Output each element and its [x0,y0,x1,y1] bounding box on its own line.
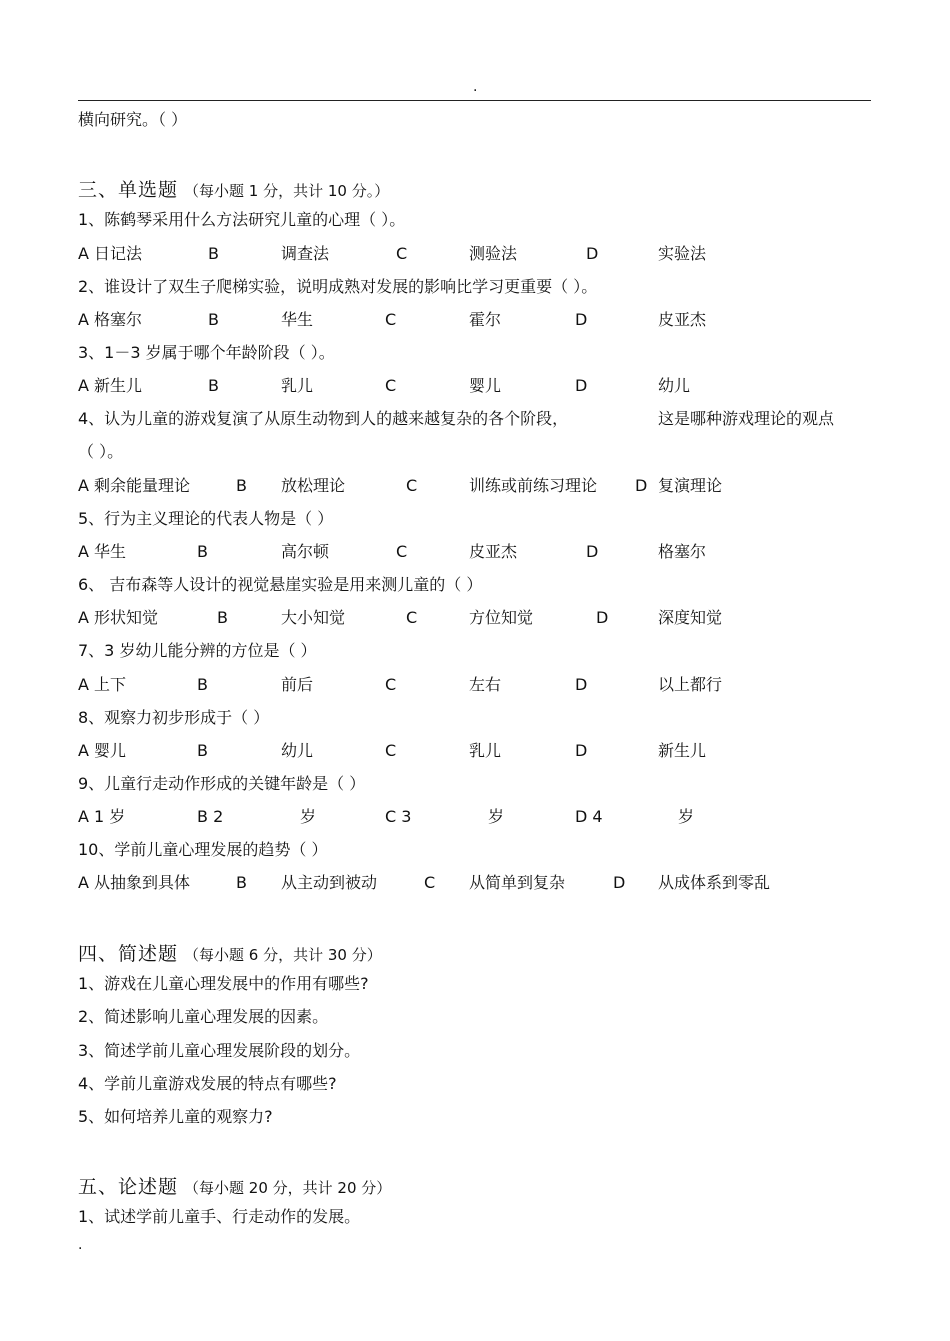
option: 幼儿 [281,741,314,760]
question-4: 4、认为儿童的游戏复演了从原生动物到人的越来越复杂的各个阶段， [78,409,569,428]
option: 实验法 [658,244,707,263]
option: A 新生儿 [78,376,143,395]
option: 从成体系到零乱 [658,873,771,892]
header-rule [78,100,871,101]
options-2 [78,310,878,330]
option: 放松理论 [281,476,346,495]
options-5 [78,542,878,562]
option: B [236,476,247,495]
intro-line: 横向研究。（ ） [78,110,188,129]
option: B [236,873,247,892]
question-7: 7、3 岁幼儿能分辨的方位是（ ） [78,641,317,660]
option: 岁 [678,807,695,826]
option: B [197,741,208,760]
section-3-heading [78,175,389,202]
option: B [208,310,219,329]
option: 华生 [281,310,314,329]
question-10: 10、学前儿童心理发展的趋势（ ） [78,840,328,859]
option: C [396,244,408,263]
option: A 日记法 [78,244,143,263]
options-4 [78,476,878,496]
question-6: 6、 吉布森等人设计的视觉悬崖实验是用来测儿童的（ ） [78,575,483,594]
question-4-continued: 这是哪种游戏理论的观点 [658,409,835,428]
option: 深度知觉 [658,608,723,627]
option: C [385,675,397,694]
option: D [596,608,609,627]
section-5-title: 五、论述题 [78,1176,179,1198]
options-10 [78,873,878,893]
option: B 2 [197,807,224,826]
option: D [635,476,648,495]
section-4-note: （每小题 6 分，共计 30 分） [184,946,382,964]
option: 岁 [488,807,505,826]
options-8 [78,741,878,761]
option: C [406,476,418,495]
short-question-1: 1、游戏在儿童心理发展中的作用有哪些? [78,974,369,993]
option: 训练或前练习理论 [469,476,598,495]
option: 格塞尔 [658,542,707,561]
option: D [586,542,599,561]
option: 前后 [281,675,314,694]
section-4-title: 四、简述题 [78,943,179,965]
option: D [575,675,588,694]
option: 新生儿 [658,741,707,760]
option: 以上都行 [658,675,723,694]
option: D 4 [575,807,603,826]
option: A 婴儿 [78,741,127,760]
option: 岁 [300,807,317,826]
option: B [208,376,219,395]
option: D [575,376,588,395]
section-3-note: （每小题 1 分，共计 10 分。） [184,182,390,200]
option: C [385,376,397,395]
question-8: 8、观察力初步形成于（ ） [78,708,270,727]
options-9 [78,807,878,827]
option: 霍尔 [469,310,502,329]
option: 乳儿 [281,376,314,395]
option: A 形状知觉 [78,608,159,627]
section-4-heading [78,939,382,966]
option: D [613,873,626,892]
question-1: 1、陈鹤琴采用什么方法研究儿童的心理（ ）。 [78,210,406,229]
question-5: 5、行为主义理论的代表人物是（ ） [78,509,334,528]
options-3 [78,376,878,396]
option: B [197,542,208,561]
question-3: 3、1－3 岁属于哪个年龄阶段（ ）。 [78,343,335,362]
short-question-2: 2、简述影响儿童心理发展的因素。 [78,1007,329,1026]
option: C [385,741,397,760]
option: 幼儿 [658,376,691,395]
option: A 上下 [78,675,127,694]
short-question-4: 4、学前儿童游戏发展的特点有哪些? [78,1074,337,1093]
option: 从简单到复杂 [469,873,566,892]
short-question-3: 3、简述学前儿童心理发展阶段的划分。 [78,1041,361,1060]
option: B [217,608,228,627]
option: B [208,244,219,263]
option: 婴儿 [469,376,502,395]
option: 左右 [469,675,502,694]
option: 调查法 [281,244,330,263]
options-1 [78,244,878,264]
option: D [586,244,599,263]
short-question-5: 5、如何培养儿童的观察力? [78,1107,273,1126]
option: 复演理论 [658,476,723,495]
option: A 剩余能量理论 [78,476,191,495]
option: 皮亚杰 [658,310,707,329]
option: 乳儿 [469,741,502,760]
question-9: 9、儿童行走动作形成的关键年龄是（ ） [78,774,366,793]
option: D [575,741,588,760]
option: A 华生 [78,542,127,561]
options-6 [78,608,878,628]
header-dot: . [473,79,478,95]
option: A 1 岁 [78,807,126,826]
section-5-heading [78,1172,391,1199]
option: 大小知觉 [281,608,346,627]
option: C [424,873,436,892]
option: B [197,675,208,694]
question-4-blank: （ ）。 [78,442,124,461]
option: 皮亚杰 [469,542,518,561]
footer-dot: . [78,1237,83,1253]
option: C [406,608,418,627]
option: 方位知觉 [469,608,534,627]
section-5-note: （每小题 20 分，共计 20 分） [184,1179,392,1197]
section-3-title: 三、单选题 [78,179,179,201]
option: C 3 [385,807,412,826]
question-2: 2、谁设计了双生子爬梯实验，说明成熟对发展的影响比学习更重要（ ）。 [78,277,598,296]
option: D [575,310,588,329]
option: 从主动到被动 [281,873,378,892]
option: A 从抽象到具体 [78,873,191,892]
option: C [385,310,397,329]
options-7 [78,675,878,695]
option: C [396,542,408,561]
essay-question-1: 1、试述学前儿童手、行走动作的发展。 [78,1207,361,1226]
option: A 格塞尔 [78,310,143,329]
option: 测验法 [469,244,518,263]
option: 高尔顿 [281,542,330,561]
